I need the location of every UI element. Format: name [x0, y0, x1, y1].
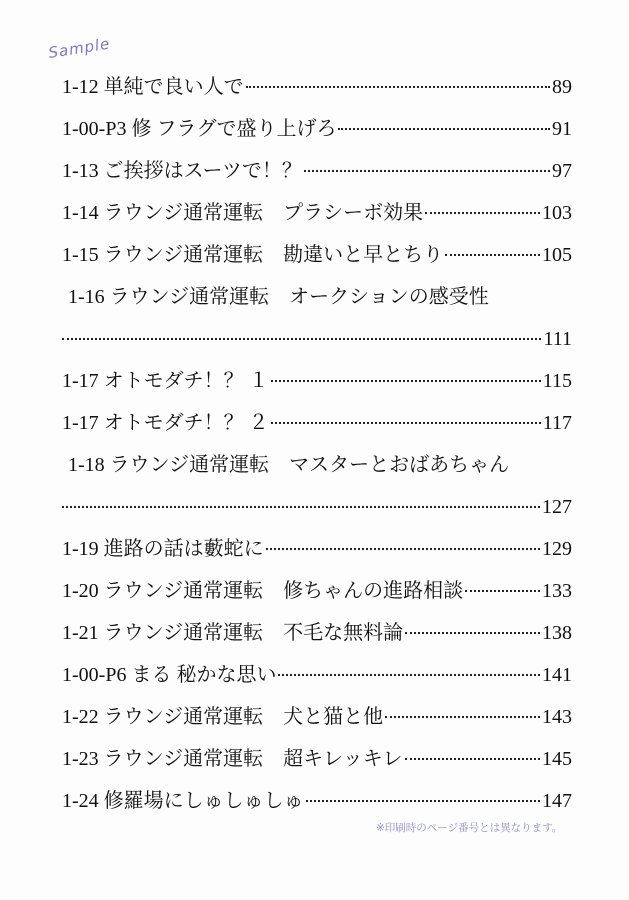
- toc-page-number: 133: [542, 580, 572, 602]
- dot-leader: [338, 128, 550, 130]
- dot-leader: [425, 212, 540, 214]
- toc-entry: [62, 66, 572, 108]
- toc-page-number: 147: [542, 790, 572, 812]
- toc-entry: [62, 444, 572, 486]
- toc-page-number: 145: [542, 748, 572, 770]
- toc-page-number: 105: [542, 244, 572, 266]
- toc-entry-title: 1-12 単純で良い人で: [62, 76, 244, 98]
- footnote: ※印刷時のページ番号とは異なります。: [376, 822, 563, 834]
- toc-entry: [62, 780, 572, 822]
- toc-entry: [62, 360, 572, 402]
- toc-entry: [62, 612, 572, 654]
- toc-entry-title: 1-15 ラウンジ通常運転 勘違いと早とちり: [62, 244, 444, 266]
- dot-leader: [405, 632, 540, 634]
- toc-page-number: 115: [542, 370, 572, 392]
- toc-page-number: 111: [543, 328, 572, 350]
- toc-entry-title: 1-22 ラウンジ通常運転 犬と猫と他: [62, 706, 384, 728]
- toc-entry-title: 1-24 修羅場にしゅしゅしゅ: [62, 790, 304, 812]
- toc-entry-title: 1-23 ラウンジ通常運転 超キレッキレ: [62, 748, 403, 770]
- dot-leader: [465, 590, 540, 592]
- toc-entry: [62, 738, 572, 780]
- toc-entry-title: 1-14 ラウンジ通常運転 プラシーボ効果: [62, 202, 424, 224]
- dot-leader: [445, 254, 540, 256]
- toc-entry: [62, 696, 572, 738]
- toc-entry-title: 1-18 ラウンジ通常運転 マスターとおばあちゃん: [68, 454, 510, 476]
- toc-entry: [62, 150, 572, 192]
- toc-page-number: 97: [552, 160, 572, 182]
- toc-page-number: 138: [542, 622, 572, 644]
- toc-entry: [62, 486, 572, 528]
- dot-leader: [271, 422, 541, 424]
- toc-entry: [62, 318, 572, 360]
- toc-page-number: 129: [542, 538, 572, 560]
- toc-entry-title: 1-21 ラウンジ通常運転 不毛な無料論: [62, 622, 404, 644]
- toc-entry: [62, 402, 572, 444]
- toc-page-number: 127: [542, 496, 572, 518]
- toc-page-number: 141: [542, 664, 572, 686]
- toc-entry-title: 1-19 進路の話は藪蛇に: [62, 538, 264, 560]
- toc-page-number: 117: [542, 412, 572, 434]
- dot-leader: [62, 506, 540, 508]
- dot-leader: [304, 170, 550, 172]
- dot-leader: [246, 86, 550, 88]
- dot-leader: [278, 674, 540, 676]
- toc-entry-title: 1-17 オトモダチ！？ ２: [62, 412, 269, 434]
- dot-leader: [405, 758, 540, 760]
- toc-entry: [62, 234, 572, 276]
- toc-entry: [62, 192, 572, 234]
- dot-leader: [266, 548, 540, 550]
- toc-entry-title: 1-13 ご挨拶はスーツで！？: [62, 160, 302, 182]
- dot-leader: [385, 716, 540, 718]
- toc-page-number: 89: [552, 76, 572, 98]
- toc-page-number: 143: [542, 706, 572, 728]
- toc-entry-title: 1-20 ラウンジ通常運転 修ちゃんの進路相談: [62, 580, 464, 602]
- toc-entry: [62, 654, 572, 696]
- table-of-contents: [62, 66, 572, 822]
- dot-leader: [271, 380, 541, 382]
- toc-entry-title: 1-00-P3 修 フラグで盛り上げろ: [62, 118, 337, 140]
- toc-page-number: 91: [552, 118, 572, 140]
- toc-entry: [62, 276, 572, 318]
- toc-entry: [62, 108, 572, 150]
- dot-leader: [62, 338, 541, 340]
- toc-entry-title: 1-17 オトモダチ！？ １: [62, 370, 269, 392]
- toc-page-number: 103: [542, 202, 572, 224]
- sample-watermark: Sample: [47, 34, 112, 62]
- toc-entry-title: 1-16 ラウンジ通常運転 オークションの感受性: [68, 286, 489, 308]
- toc-entry: [62, 570, 572, 612]
- dot-leader: [306, 800, 540, 802]
- toc-entry: [62, 528, 572, 570]
- toc-entry-title: 1-00-P6 まる 秘かな思い: [62, 664, 277, 686]
